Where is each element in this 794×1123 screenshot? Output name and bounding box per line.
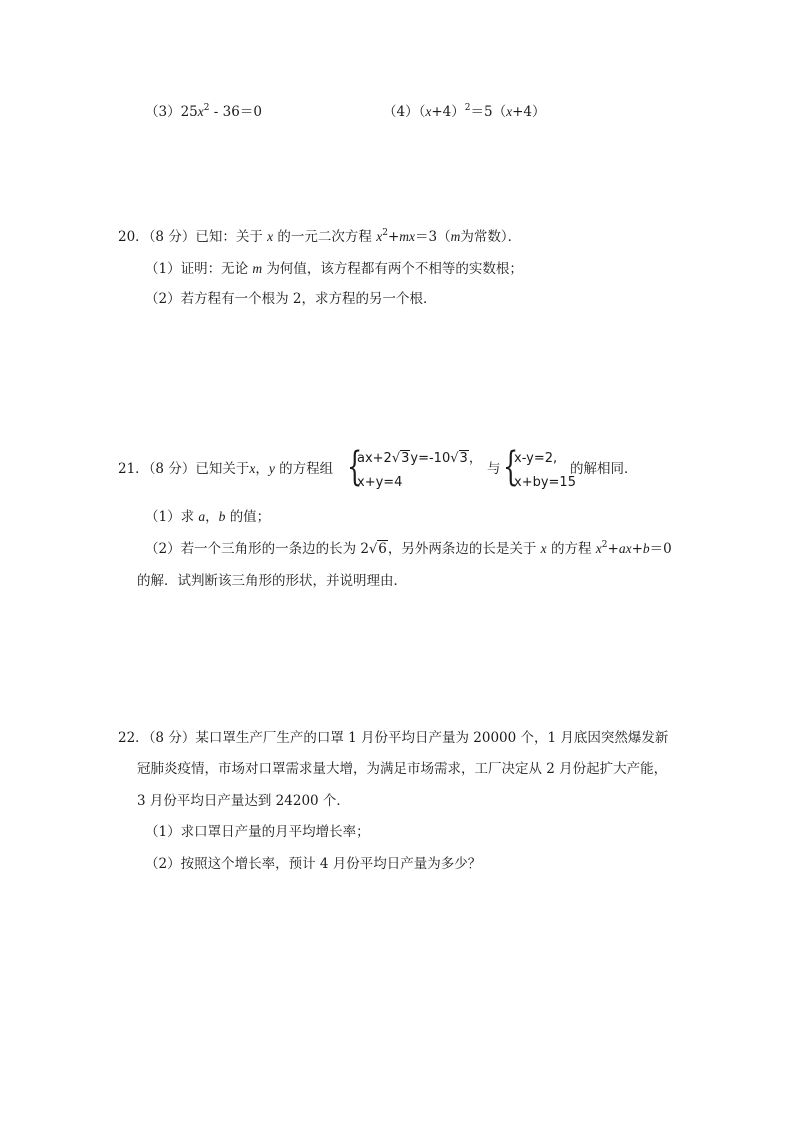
question-20-part-1	[145, 260, 523, 278]
sqrt-symbol: √3	[450, 451, 468, 466]
problem-4-part: +4）	[512, 104, 546, 120]
math-text: ＝3（	[415, 229, 451, 245]
question-21-part-2-cont	[137, 572, 407, 590]
math-op: +	[387, 229, 400, 245]
math-text: y=-10	[410, 451, 451, 466]
math-text: ax+2	[357, 451, 392, 466]
part-text: 的解．试判断该三角形的形状，并说明理由．	[137, 573, 407, 589]
question-22-stem-line-1	[118, 729, 668, 747]
part-text: ，另外两条边的长是关于	[387, 541, 537, 557]
math-text: ，	[468, 451, 482, 466]
problem-4-label: （4）	[383, 104, 419, 120]
radicand: 3	[459, 451, 468, 466]
part-text: （1）证明：无论	[145, 261, 249, 277]
math-text: x-y=2,	[514, 451, 558, 466]
left-brace: {	[503, 444, 519, 490]
problem-4-paren: （	[418, 104, 426, 120]
question-score: （8 分）	[148, 229, 196, 245]
radicand: 6	[378, 541, 387, 557]
math-var: m	[450, 229, 461, 244]
problem-3-exp: 2	[203, 103, 210, 113]
math-var: mx	[399, 229, 416, 244]
math-text: ，	[255, 461, 269, 477]
question-text: 的方程组	[279, 461, 334, 477]
question-text: 已知关于	[195, 461, 250, 477]
math-var: m	[252, 261, 263, 276]
problem-3-rest: - 36＝0	[209, 104, 262, 120]
problem-4-part: ＝5（	[470, 104, 507, 120]
problem-4-part: +4）	[431, 104, 465, 120]
question-text: 已知：关于	[195, 229, 263, 245]
problem-3-var: x	[197, 104, 204, 119]
question-21-stem	[118, 460, 333, 478]
math-var: b	[642, 541, 650, 556]
math-text: x+y=4	[357, 475, 403, 490]
math-var: x	[595, 541, 602, 556]
math-var: x	[249, 461, 256, 476]
question-text: 为常数）．	[460, 229, 522, 245]
question-score: （8 分）	[148, 730, 196, 746]
part-text: （1）求	[145, 509, 195, 525]
question-21-part-1	[145, 508, 270, 526]
question-score: （8 分）	[148, 461, 196, 477]
question-21-stem-end	[570, 460, 638, 478]
question-text: 的一元二次方程	[277, 229, 372, 245]
part-text: 为何值，该方程都有两个不相等的实数根；	[266, 261, 523, 277]
math-text: ＝0	[649, 541, 672, 557]
part-text: （2）按照这个增长率，预计 4 月份平均日产量为多少？	[145, 856, 482, 872]
left-brace: {	[347, 444, 363, 490]
math-exp: 2	[382, 228, 388, 238]
part-text: （2）若一个三角形的一条边的长为 2	[145, 541, 369, 557]
system-1-line-1	[357, 451, 482, 467]
question-20-part-2	[145, 290, 436, 308]
system-2-line-1	[514, 451, 557, 467]
question-22-part-2	[145, 855, 481, 873]
question-22-stem-line-2	[137, 760, 667, 778]
math-var: x	[540, 541, 547, 556]
math-op: +	[631, 541, 643, 557]
math-text: ，	[205, 509, 219, 525]
math-var: a	[198, 509, 206, 524]
part-text: （1）求口罩日产量的月平均增长率；	[145, 824, 370, 840]
question-21-part-2	[145, 540, 672, 559]
math-var: y	[268, 461, 275, 476]
system-2-line-2	[514, 475, 576, 491]
part-text: （2）若方程有一个根为 2，求方程的另一个根．	[145, 291, 437, 307]
math-text: x+by=15	[514, 475, 576, 490]
system-1-line-2	[357, 475, 402, 491]
sqrt-symbol: √3	[391, 451, 410, 466]
question-22-part-1	[145, 823, 370, 841]
radicand: 3	[401, 451, 410, 466]
math-var: ax	[618, 541, 632, 556]
question-text: 的解相同．	[570, 461, 638, 477]
question-number: 20．	[118, 229, 149, 245]
problem-4-var: x	[506, 104, 513, 119]
question-text: 3 月份平均日产量达到 24200 个．	[137, 793, 350, 809]
problem-3-label: （3）	[145, 104, 181, 120]
problem-4	[383, 103, 545, 121]
math-op: +	[607, 541, 619, 557]
question-text: 冠肺炎疫情，市场对口罩需求量大增，为满足市场需求，工厂决定从 2 月份起扩大产能，	[137, 761, 668, 777]
question-text: 某口罩生产厂生产的口罩 1 月份平均日产量为 20000 个，1 月底因突然爆发新	[195, 730, 669, 746]
math-exp: 2	[601, 540, 608, 550]
question-21-connector	[487, 460, 501, 478]
sqrt-symbol: √6	[368, 541, 387, 557]
math-var: x	[376, 229, 383, 244]
question-20-stem	[118, 228, 521, 246]
question-number: 21．	[118, 461, 149, 477]
question-text: 与	[487, 461, 501, 477]
problem-3	[145, 103, 262, 121]
question-22-stem-line-3	[137, 792, 350, 810]
math-var: x	[267, 229, 274, 244]
problem-3-coef: 25	[180, 104, 198, 120]
problem-4-exp: 2	[464, 103, 471, 113]
math-var: b	[218, 509, 226, 524]
question-number: 22．	[118, 730, 149, 746]
part-text: 的值；	[229, 509, 271, 525]
problem-4-var: x	[425, 104, 432, 119]
part-text: 的方程	[550, 541, 592, 557]
